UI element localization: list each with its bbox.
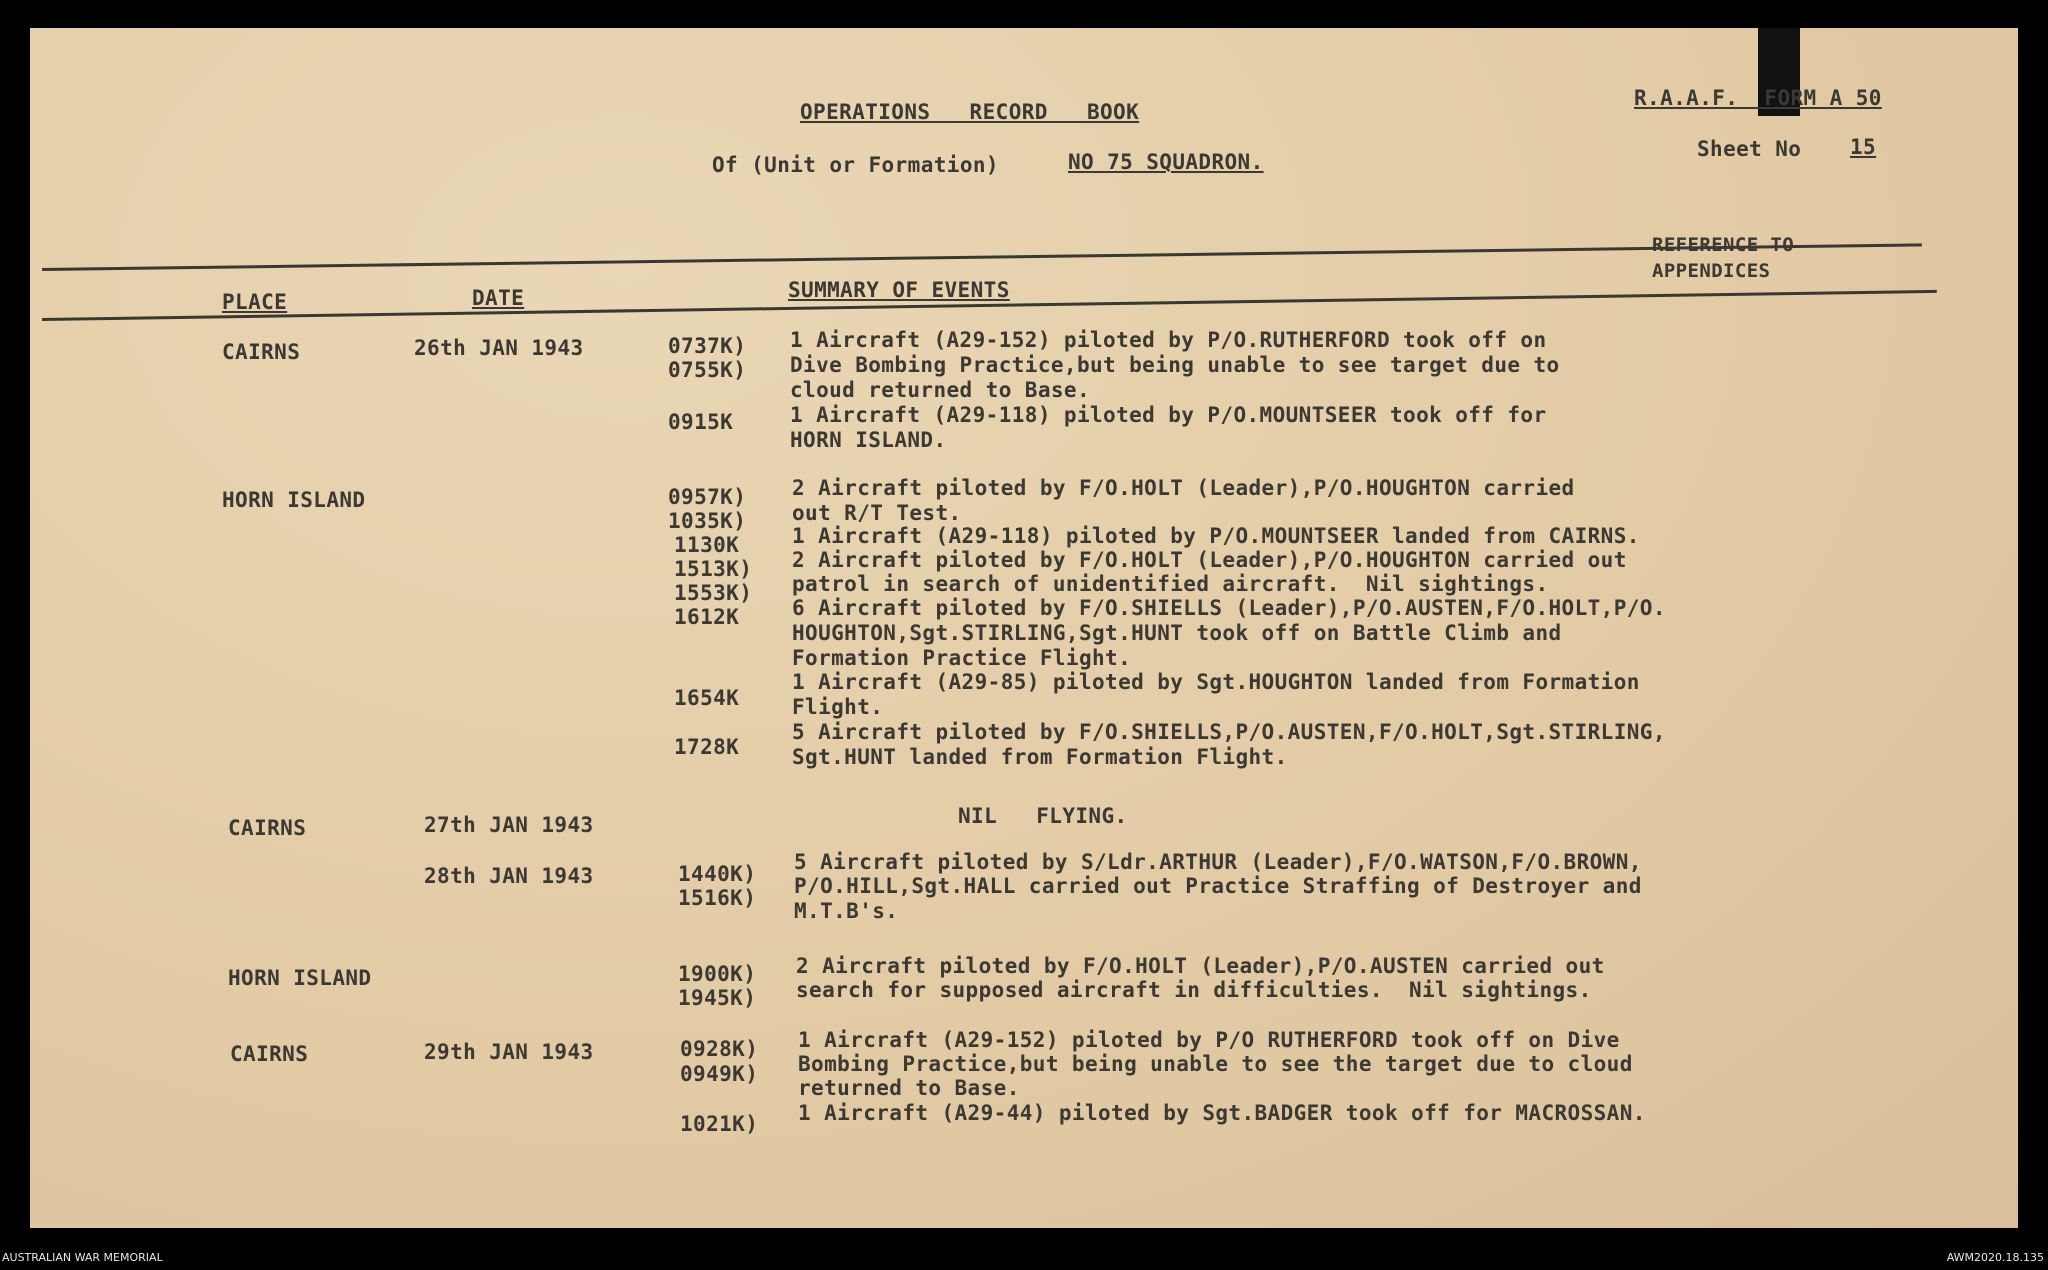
event-line: 5 Aircraft piloted by F/O.SHIELLS,P/O.AUSTEN,F/O.HOLT,Sgt.STIRLING, bbox=[792, 720, 1666, 744]
time: 0737K) bbox=[668, 334, 747, 358]
event-line: 1 Aircraft (A29-118) piloted by P/O.MOUNTSEER took off for bbox=[790, 403, 1547, 427]
time: 1513K) bbox=[674, 557, 753, 581]
event-line: Sgt.HUNT landed from Formation Flight. bbox=[792, 745, 1288, 769]
place-cairns-29: CAIRNS bbox=[230, 1042, 309, 1066]
event-line: Dive Bombing Practice,but being unable to see target due to bbox=[790, 353, 1560, 377]
event-line: out R/T Test. bbox=[792, 501, 962, 525]
column-reference-line2: APPENDICES bbox=[1652, 260, 1771, 282]
event-line: 2 Aircraft piloted by F/O.HOLT (Leader),P/O.AUSTEN carried out bbox=[796, 954, 1605, 978]
footer-accession: AWM2020.18.135 bbox=[1946, 1251, 2044, 1264]
time: 0957K) bbox=[668, 485, 747, 509]
event-line: 2 Aircraft piloted by F/O.HOLT (Leader),P/O.HOUGHTON carried out bbox=[792, 548, 1627, 572]
time: 1516K) bbox=[678, 886, 757, 910]
event-line: 1 Aircraft (A29-118) piloted by P/O.MOUNTSEER landed from CAIRNS. bbox=[792, 524, 1640, 548]
time: 1728K bbox=[674, 735, 740, 759]
page-title: OPERATIONS RECORD BOOK bbox=[800, 100, 1140, 124]
date-27-jan: 27th JAN 1943 bbox=[424, 813, 594, 837]
event-line: P/O.HILL,Sgt.HALL carried out Practice Straffing of Destroyer and bbox=[794, 874, 1642, 898]
place-horn-island: HORN ISLAND bbox=[222, 488, 366, 512]
event-line: search for supposed aircraft in difficulties. Nil sightings. bbox=[796, 978, 1592, 1002]
time: 1021K) bbox=[680, 1112, 759, 1136]
column-date: DATE bbox=[472, 286, 525, 310]
event-line: 1 Aircraft (A29-152) piloted by P/O.RUTHERFORD took off on bbox=[790, 328, 1547, 352]
event-line: HORN ISLAND. bbox=[790, 428, 947, 452]
form-reference: R.A.A.F. FORM A 50 bbox=[1634, 86, 1882, 110]
time: 1553K) bbox=[674, 581, 753, 605]
time: 1900K) bbox=[678, 962, 757, 986]
event-line: Flight. bbox=[792, 695, 884, 719]
unit-label: Of (Unit or Formation) bbox=[712, 153, 999, 177]
time: 0949K) bbox=[680, 1062, 759, 1086]
place-cairns-27: CAIRNS bbox=[228, 816, 307, 840]
time: 0928K) bbox=[680, 1037, 759, 1061]
time: 0915K bbox=[668, 410, 734, 434]
event-line: NIL FLYING. bbox=[958, 804, 1128, 828]
event-line: returned to Base. bbox=[798, 1076, 1020, 1100]
event-line: 1 Aircraft (A29-152) piloted by P/O RUTHERFORD took off on Dive bbox=[798, 1028, 1620, 1052]
place-cairns-26: CAIRNS bbox=[222, 340, 301, 364]
sheet-label: Sheet No bbox=[1697, 137, 1802, 161]
event-line: Formation Practice Flight. bbox=[792, 646, 1132, 670]
time: 0755K) bbox=[668, 358, 747, 382]
event-line: 2 Aircraft piloted by F/O.HOLT (Leader),P/O.HOUGHTON carried bbox=[792, 476, 1575, 500]
date-29-jan: 29th JAN 1943 bbox=[424, 1040, 594, 1064]
place-horn-island-2: HORN ISLAND bbox=[228, 966, 372, 990]
event-line: M.T.B's. bbox=[794, 899, 899, 923]
sheet-number: 15 bbox=[1850, 135, 1877, 159]
unit-value: NO 75 SQUADRON. bbox=[1068, 150, 1264, 174]
event-line: Bombing Practice,but being unable to see the target due to cloud bbox=[798, 1052, 1633, 1076]
event-line: 1 Aircraft (A29-85) piloted by Sgt.HOUGHTON landed from Formation bbox=[792, 670, 1640, 694]
time: 1612K bbox=[674, 605, 740, 629]
column-place: PLACE bbox=[222, 290, 288, 314]
time: 1035K) bbox=[668, 509, 747, 533]
time: 1440K) bbox=[678, 862, 757, 886]
footer-institution: AUSTRALIAN WAR MEMORIAL bbox=[2, 1251, 163, 1264]
date-28-jan: 28th JAN 1943 bbox=[424, 864, 594, 888]
column-summary: SUMMARY OF EVENTS bbox=[788, 278, 1010, 302]
time: 1130K bbox=[674, 533, 740, 557]
event-line: 1 Aircraft (A29-44) piloted by Sgt.BADGER took off for MACROSSAN. bbox=[798, 1101, 1646, 1125]
column-reference-line1: REFERENCE TO bbox=[1652, 234, 1795, 256]
event-line: patrol in search of unidentified aircraft. Nil sightings. bbox=[792, 572, 1549, 596]
event-line: cloud returned to Base. bbox=[790, 378, 1090, 402]
event-line: 5 Aircraft piloted by S/Ldr.ARTHUR (Leader),F/O.WATSON,F/O.BROWN, bbox=[794, 850, 1642, 874]
event-line: 6 Aircraft piloted by F/O.SHIELLS (Leader),P/O.AUSTEN,F/O.HOLT,P/O. bbox=[792, 596, 1666, 620]
time: 1654K bbox=[674, 686, 740, 710]
time: 1945K) bbox=[678, 986, 757, 1010]
date-26-jan: 26th JAN 1943 bbox=[414, 336, 584, 360]
event-line: HOUGHTON,Sgt.STIRLING,Sgt.HUNT took off on Battle Climb and bbox=[792, 621, 1562, 645]
